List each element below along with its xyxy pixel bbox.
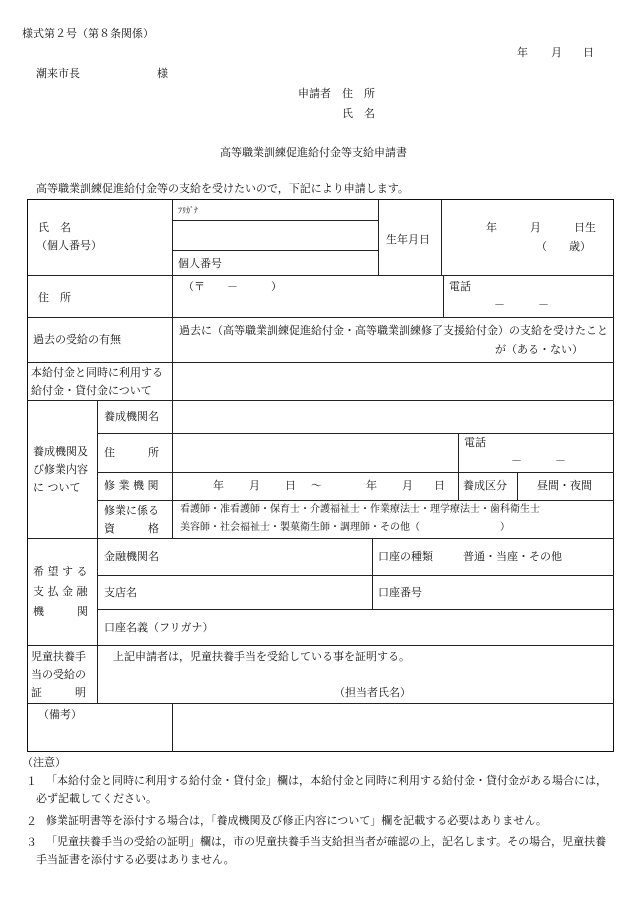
note-3-number: ３	[26, 836, 37, 849]
document-title: 高等職業訓練促進給付金等支給申請書	[220, 146, 407, 159]
postal-code: （〒 － ）	[183, 280, 282, 293]
concurrent-field[interactable]	[174, 364, 612, 399]
date-month: 月	[551, 46, 562, 59]
child-allowance-label-3: 証 明	[31, 686, 86, 699]
period-start-year: 年	[213, 479, 224, 492]
institution-name-field[interactable]	[174, 402, 612, 432]
period-tilde: ～	[311, 479, 322, 492]
qualification-label-1: 修業に係る	[104, 504, 159, 517]
personal-number-label: 個人番号	[178, 257, 222, 270]
account-type-label: 口座の種類	[378, 550, 433, 563]
qualification-list-2[interactable]: 美容師・社会福祉士・製菓衛生師・調理師・その他（ ）	[180, 522, 510, 533]
qualification-list-1[interactable]: 看護師・准看護師・保育士・介護福祉士・作業療法士・理学療法士・歯科衛生士	[180, 504, 540, 515]
dob-month: 月	[530, 221, 541, 234]
institution-phone-field: － －	[511, 454, 566, 467]
training-class-choice[interactable]: 昼間・夜間	[537, 479, 592, 492]
intro-text: 高等職業訓練促進給付金等の支給を受けたいので，下記により申請します。	[36, 182, 409, 195]
note-1-number: １	[26, 775, 37, 788]
application-form-table	[27, 199, 614, 752]
applicant-name-label: 氏 名	[342, 107, 375, 120]
qualification-label-2: 資 格	[104, 522, 159, 535]
address-field[interactable]	[174, 296, 440, 316]
phone-label: 電話	[449, 280, 471, 293]
period-start-month: 月	[249, 479, 260, 492]
furigana-field[interactable]	[174, 201, 377, 219]
training-label-1: 養成機関及	[33, 445, 88, 458]
personal-id-label: （個人番号）	[36, 239, 102, 252]
honorific: 様	[157, 67, 168, 80]
concurrent-label-1: 本給付金と同時に利用する	[31, 366, 163, 379]
name-field[interactable]	[174, 221, 377, 249]
date-day: 日	[583, 46, 594, 59]
furigana-label: ﾌﾘｶﾞﾅ	[178, 206, 198, 215]
branch-label: 支店名	[104, 586, 137, 599]
address-label: 住 所	[38, 291, 71, 304]
training-class-label: 養成区分	[463, 479, 507, 492]
past-receipt-text: 過去に（高等職業訓練促進給付金・高等職業訓練修了支援給付金）の支給を受けたこと	[179, 324, 608, 337]
period-end-day: 日	[434, 479, 445, 492]
date-year: 年	[517, 46, 528, 59]
child-allowance-label-2: 当の受給の	[31, 668, 86, 681]
training-label-2: び修業内容	[33, 463, 88, 476]
bank-label-3: 機 関	[33, 605, 88, 618]
past-receipt-label: 過去の受給の有無	[33, 333, 121, 346]
note-3-text: 「児童扶養手当の受給の証明」欄は，市の児童扶養手当支給担当者が確認の上，記名します。その場合，児童扶養手当証書を添付する必要はありません。	[36, 835, 607, 866]
applicant-label: 申請者	[298, 87, 331, 100]
addressee: 潮来市長	[36, 67, 80, 80]
bank-label-1: 希 望 す る	[33, 565, 88, 578]
form-number: 様式第２号（第８条関係）	[22, 27, 154, 40]
account-type-choice[interactable]: 普通・当座・その他	[463, 550, 562, 563]
notes-title: （注意）	[22, 756, 66, 769]
note-2-text: 修業証明書等を添付する場合は，「養成機関及び修正内容について」欄を記載する必要はありません。	[46, 814, 547, 827]
note-2-number: ２	[26, 815, 37, 828]
institution-phone-label: 電話	[464, 436, 486, 449]
concurrent-label-2: 給付金・貸付金について	[31, 384, 152, 397]
note-1-text: 「本給付金と同時に利用する給付金・貸付金」欄は，本給付金と同時に利用する給付金・貸付金がある場合には，必ず記載してください。	[36, 774, 607, 805]
officer-name-label: （担当者氏名）	[334, 686, 411, 699]
account-holder-label: 口座名義（フリガナ）	[104, 621, 214, 634]
applicant-address-label: 住 所	[342, 87, 375, 100]
age-field: （ 歳）	[536, 240, 591, 253]
period-end-year: 年	[366, 479, 377, 492]
study-period-label: 修 業 機 関	[104, 479, 159, 492]
institution-name-label: 養成機関名	[104, 410, 159, 423]
dob-day: 日生	[574, 221, 596, 234]
child-allowance-statement: 上記申請者は，児童扶養手当を受給している事を証明する。	[113, 650, 410, 663]
bank-name-label: 金融機関名	[104, 550, 159, 563]
child-allowance-label-1: 児童扶養手	[31, 650, 86, 663]
period-end-month: 月	[402, 479, 413, 492]
name-label: 氏 名	[38, 221, 71, 234]
dob-label: 生年月日	[386, 233, 430, 246]
past-receipt-choice[interactable]: が（ある・ない）	[495, 343, 583, 356]
remarks-field[interactable]	[174, 705, 612, 750]
phone-field: － －	[494, 298, 549, 311]
period-start-day: 日	[285, 479, 296, 492]
bank-label-2: 支 払 金 融	[33, 585, 88, 598]
remarks-label: （備考）	[38, 708, 82, 721]
account-number-label: 口座番号	[378, 586, 422, 599]
institution-address-label: 住 所	[104, 446, 159, 459]
training-label-3: に ついて	[33, 481, 81, 494]
dob-year: 年	[486, 221, 497, 234]
